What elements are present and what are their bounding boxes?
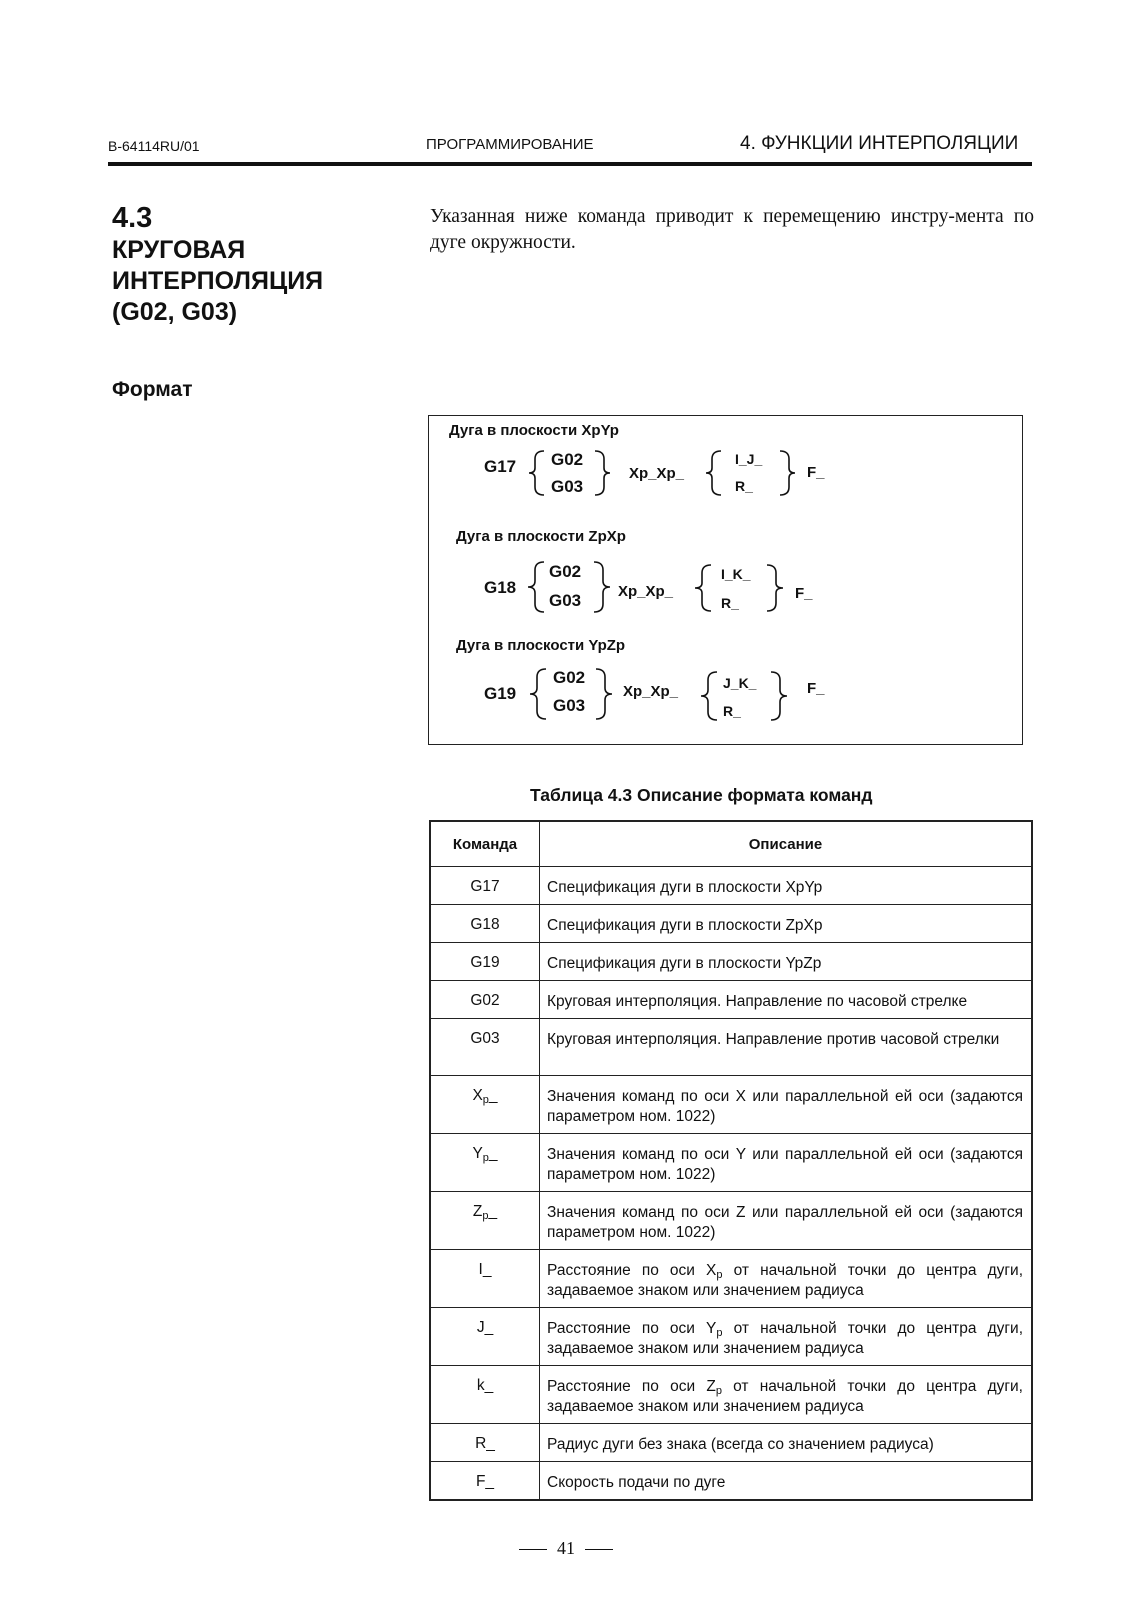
header-section: ПРОГРАММИРОВАНИЕ bbox=[426, 136, 594, 153]
command-cell: G18 bbox=[430, 905, 540, 943]
g-code-cw: G02 bbox=[549, 562, 582, 581]
table-row bbox=[430, 905, 1032, 943]
table-row bbox=[430, 1019, 1032, 1076]
format-label: Дуга в плоскости YpZp bbox=[456, 637, 626, 654]
table-header-row bbox=[430, 821, 1032, 867]
table-row bbox=[430, 867, 1032, 905]
feed-word: F_ bbox=[807, 680, 825, 697]
right-brace bbox=[594, 562, 610, 612]
axis-subscript: p bbox=[716, 1327, 723, 1339]
feed-word: F_ bbox=[795, 585, 813, 602]
command-tail: _ bbox=[488, 1087, 498, 1104]
command-cell: J_ bbox=[430, 1308, 540, 1366]
axis-subscript: p bbox=[715, 1385, 722, 1397]
description-cell: Значения команд по оси X или параллельной ей оси (задаются параметром ном. 1022) bbox=[540, 1076, 1033, 1134]
command-cell: G03 bbox=[430, 1019, 540, 1076]
command-tail: _ bbox=[488, 1203, 498, 1220]
plane-code: G17 bbox=[484, 457, 517, 476]
right-brace bbox=[595, 451, 610, 495]
section-title: КРУГОВАЯ ИНТЕРПОЛЯЦИЯ (G02, G03) bbox=[112, 236, 324, 326]
command-subscript: p bbox=[482, 1152, 489, 1164]
left-brace bbox=[530, 669, 546, 719]
command-cell: R_ bbox=[430, 1424, 540, 1462]
command-cell bbox=[430, 1192, 540, 1250]
format-label: Дуга в плоскости XpYp bbox=[449, 422, 619, 439]
description-text: Расстояние по оси X bbox=[547, 1262, 717, 1279]
command-cell: F_ bbox=[430, 1462, 540, 1501]
table-row bbox=[430, 1076, 1032, 1134]
table-row bbox=[430, 1308, 1032, 1366]
command-cell bbox=[430, 1076, 540, 1134]
command-cell: G17 bbox=[430, 867, 540, 905]
left-brace bbox=[528, 562, 544, 612]
column-header-command: Команда bbox=[430, 821, 540, 867]
description-cell: Значения команд по оси Y или параллельной ей оси (задаются параметром ном. 1022) bbox=[540, 1134, 1033, 1192]
command-base: Y bbox=[472, 1145, 483, 1162]
table-caption: Таблица 4.3 Описание формата команд bbox=[530, 785, 873, 805]
description-cell: Круговая интерполяция. Направление по часовой стрелке bbox=[540, 981, 1033, 1019]
g-code-cw: G02 bbox=[553, 668, 586, 687]
center-words: J_K_ bbox=[723, 675, 757, 691]
table-row bbox=[430, 943, 1032, 981]
table-row bbox=[430, 1250, 1032, 1308]
description-text: от начальной точки до центра дуги, задаваемое знаком или значением радиуса bbox=[547, 1320, 1024, 1357]
description-cell: Значения команд по оси Z или параллельной ей оси (задаются параметром ном. 1022) bbox=[540, 1192, 1033, 1250]
plane-code: G18 bbox=[484, 578, 517, 597]
feed-word: F_ bbox=[807, 464, 825, 481]
command-base: Z bbox=[472, 1203, 483, 1220]
right-brace bbox=[780, 451, 795, 495]
format-box bbox=[428, 415, 1023, 745]
left-brace bbox=[529, 451, 544, 495]
radius-word: R_ bbox=[735, 478, 753, 494]
command-cell bbox=[430, 1134, 540, 1192]
axis-words: Xp_Xp_ bbox=[618, 583, 674, 600]
section-number: 4.3 bbox=[112, 202, 153, 234]
intro-paragraph: Указанная ниже команда приводит к перемещению инстру-мента по дуге окружности. bbox=[430, 206, 1034, 253]
format-block-xpyp bbox=[449, 422, 825, 496]
g-code-cw: G02 bbox=[551, 450, 584, 469]
left-brace bbox=[701, 672, 717, 720]
description-cell: Спецификация дуги в плоскости XpYp bbox=[540, 867, 1033, 905]
g-code-ccw: G03 bbox=[549, 591, 582, 610]
format-block-ypzp bbox=[456, 637, 825, 720]
plane-code: G19 bbox=[484, 684, 517, 703]
command-cell: k_ bbox=[430, 1366, 540, 1424]
right-brace bbox=[771, 672, 787, 720]
page-number-value: 41 bbox=[557, 1538, 575, 1558]
description-cell bbox=[540, 1250, 1033, 1308]
description-cell: Круговая интерполяция. Направление против часовой стрелки bbox=[540, 1019, 1033, 1076]
g-code-ccw: G03 bbox=[553, 696, 586, 715]
page-number-dash bbox=[585, 1549, 613, 1550]
description-cell: Радиус дуги без знака (всегда со значением радиуса) bbox=[540, 1424, 1033, 1462]
header-chapter: 4. ФУНКЦИИ ИНТЕРПОЛЯЦИИ bbox=[740, 133, 1019, 154]
table-row bbox=[430, 1366, 1032, 1424]
axis-words: Xp_Xp_ bbox=[623, 683, 679, 700]
description-text: Расстояние по оси Y bbox=[547, 1320, 717, 1337]
command-subscript: p bbox=[482, 1210, 489, 1222]
command-cell: I_ bbox=[430, 1250, 540, 1308]
description-cell: Спецификация дуги в плоскости ZpXp bbox=[540, 905, 1033, 943]
table-row bbox=[430, 1424, 1032, 1462]
page-number-dash bbox=[519, 1549, 547, 1550]
command-subscript: p bbox=[482, 1094, 489, 1106]
axis-words: Xp_Xp_ bbox=[629, 465, 685, 482]
center-words: I_J_ bbox=[735, 451, 763, 467]
format-label: Дуга в плоскости ZpXp bbox=[456, 528, 626, 545]
column-header-description: Описание bbox=[540, 821, 1033, 867]
right-brace bbox=[596, 669, 612, 719]
header-doc-code: B-64114RU/01 bbox=[108, 138, 200, 154]
description-cell: Скорость подачи по дуге bbox=[540, 1462, 1033, 1501]
format-block-zpxp bbox=[456, 528, 813, 612]
radius-word: R_ bbox=[723, 703, 741, 719]
table-row bbox=[430, 1192, 1032, 1250]
command-tail: _ bbox=[488, 1145, 498, 1162]
center-words: I_K_ bbox=[721, 566, 751, 582]
description-text: Расстояние по оси Z bbox=[547, 1378, 716, 1395]
description-text: от начальной точки до центра дуги, задаваемое знаком или значением радиуса bbox=[547, 1262, 1024, 1299]
axis-subscript: p bbox=[716, 1269, 723, 1281]
left-brace bbox=[706, 451, 721, 495]
command-cell: G19 bbox=[430, 943, 540, 981]
description-cell: Спецификация дуги в плоскости YpZp bbox=[540, 943, 1033, 981]
g-code-ccw: G03 bbox=[551, 477, 584, 496]
radius-word: R_ bbox=[721, 595, 739, 611]
table-row bbox=[430, 981, 1032, 1019]
header-rule bbox=[108, 162, 1032, 166]
command-cell: G02 bbox=[430, 981, 540, 1019]
table-row bbox=[430, 1462, 1032, 1501]
description-cell bbox=[540, 1308, 1033, 1366]
page-number bbox=[506, 1538, 626, 1559]
right-brace bbox=[767, 565, 783, 611]
description-cell bbox=[540, 1366, 1033, 1424]
format-diagram bbox=[429, 416, 1024, 746]
left-brace bbox=[695, 565, 711, 611]
table-row bbox=[430, 1134, 1032, 1192]
format-heading: Формат bbox=[112, 378, 193, 401]
description-text: от начальной точки до центра дуги, задаваемое знаком или значением радиуса bbox=[547, 1378, 1023, 1415]
command-format-table bbox=[429, 820, 1033, 1501]
command-base: X bbox=[472, 1087, 483, 1104]
